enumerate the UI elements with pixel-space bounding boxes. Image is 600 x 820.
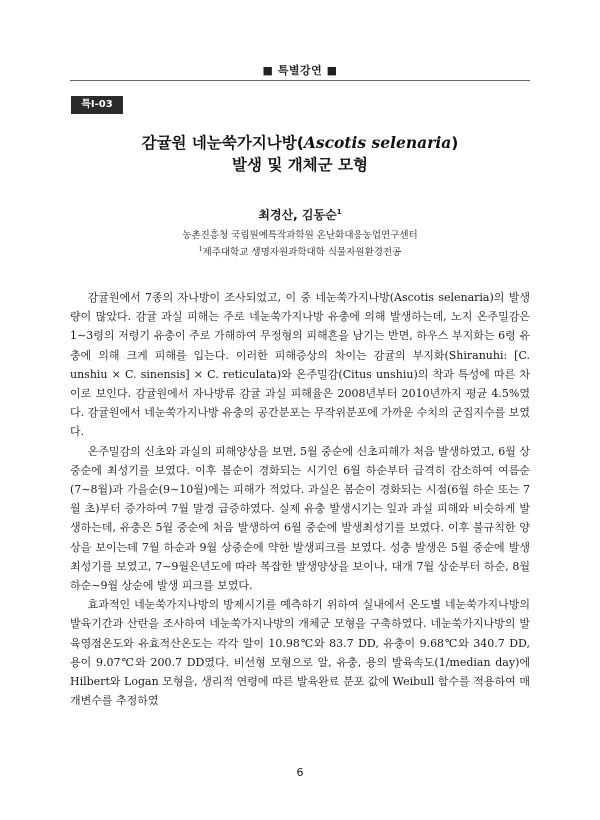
title-suffix: ): [451, 134, 459, 152]
title-line-1: [70, 132, 530, 154]
section-header: ■ 특별강연 ■: [262, 64, 338, 77]
author-names: 최경산, 김동순: [258, 208, 337, 222]
affiliations: [70, 229, 530, 260]
title-line-2: 발생 및 개체군 모형: [232, 156, 368, 174]
header-rule: [70, 80, 530, 81]
affiliation-2-mark: 1: [198, 246, 203, 253]
affiliation-2: [70, 243, 530, 260]
title-scientific-name: Ascotis selenaria: [303, 133, 452, 152]
paragraph-3: 효과적인 네눈쑥가지나방의 방제시기를 예측하기 위하여 실내에서 온도별 네눈쑥가지나방의 발육기간과 산란을 조사하여 네눈쑥가지나방의 개체군 모형을 구축하였다. 네눈쑥가지나방의 발육영점온도와 유효적산온도는 각각 알이 10.98℃와 83.7 DD, 유충이 9.68℃와 340.7 DD, 용이 9.07℃와 200.7 DD였다. 비선형 모형으로 알, 유충, 용의 발육속도(1/median day)에 Hilbert와 Logan 모형을, 생리적 연령에 따른 발육완료 분포 값에 Weibull 함수를 적용하여 매개변수를 추정하였: [70, 598, 530, 708]
affiliation-1: 농촌진흥청 국립원예특작과학원 온난화대응농업연구센터: [182, 230, 418, 241]
affiliation-2-text: 제주대학교 생명자원과학대학 식물자원환경전공: [202, 247, 402, 259]
session-badge: 특I-03: [71, 96, 123, 114]
paper-title: [70, 132, 530, 176]
author-affil-mark: 1: [336, 208, 342, 216]
paragraph-1: 감귤원에서 7종의 자나방이 조사되었고, 이 중 네눈쑥가지나방(Ascotis selenaria)의 발생량이 많았다. 감귤 과실 피해는 주로 네눈쑥가지나방 유충에 의해 발생하는데, 노지 온주밀감은 1∼3령의 저령기 유충이 주로 가해하여 무정형의 피해흔을 남기는 반면, 하우스 부지화는 6령 유충에 의해 크게 피해를 입는다. 이러한 피해증상의 차이는 감귤의 부지화(Shiranuhi: [C. unshiu × C. sinensis] × C. reticulata)와 온주밀감(Citus unshiu)의 착과 특성에 따른 차이로 보인다. 감귤원에서 자나방류 감귤 과실 피해율은 2008년부터 2010년까지 평균 4.5%였다. 감귤원에서 네눈쑥가지나방 유충의 공간분포는 무작위분포에 가까운 수치의 군집지수를 보였다.: [70, 291, 531, 439]
paragraph-2: 온주밀감의 신초와 과실의 피해양상을 보면, 5월 중순에 신초피해가 처음 발생하였고, 6월 상중순에 최성기를 보였다. 이후 봄순이 경화되는 시기인 6월 하순부터 급격히 감소하여 여름순(7∼8월)과 가을순(9∼10월)에는 피해가 적었다. 과실은 봄순이 경화되는 시점(6월 하순 또는 7월 초)부터 증가하여 7월 말경 급증하였다. 실제 유충 발생시기는 잎과 과실 피해와 비슷하게 발생하는데, 유충은 5월 중순에 처음 발생하여 6월 중순에 발생최성기를 보였다. 이후 불규칙한 양상을 보이는데 7월 하순과 9월 상중순에 약한 발생피크를 보였다. 성충 발생은 5월 중순에 발생최성기를 보였고, 7∼9월은년도에 따라 복잡한 발생양상을 보이나, 대개 7월 상순부터 하순, 8월 하순∼9월 상순에 발생 피크를 보였다.: [70, 444, 530, 593]
page-number: 6: [296, 766, 304, 779]
title-prefix: 감귤원 네눈쑥가지나방(: [141, 134, 304, 152]
abstract-body: [70, 288, 530, 710]
author-list: [70, 206, 530, 223]
